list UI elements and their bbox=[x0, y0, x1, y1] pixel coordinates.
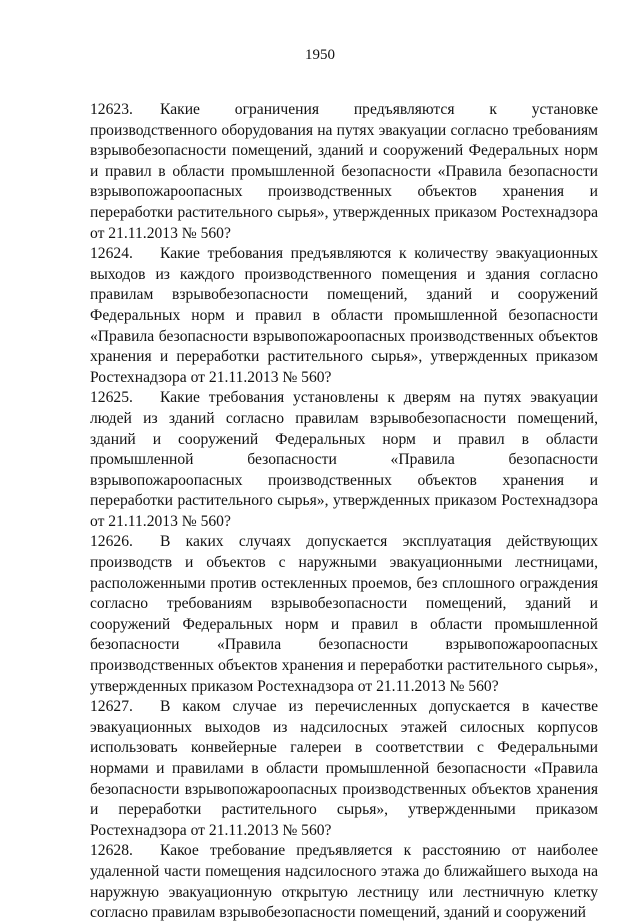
question-12626 bbox=[90, 532, 598, 697]
document-body bbox=[90, 100, 598, 924]
question-12625 bbox=[90, 388, 598, 532]
question-text: Какие требования установлены к дверям на путях эвакуации людей из зданий согласно правилам взрывобезопасности помещений, зданий и сооружений Федеральных норм и правил в области промышленной безопасности «Правила безопасности взрывопожароопасных производственных объектов хранения и переработки растительного сырья», утвержденных приказом Ростехнадзора от 21.11.2013 № 560? bbox=[90, 389, 598, 530]
question-12628 bbox=[90, 841, 598, 923]
question-12623 bbox=[90, 100, 598, 244]
question-number: 12625. bbox=[90, 389, 133, 407]
question-number: 12624. bbox=[90, 245, 133, 263]
question-text: Какое требование предъявляется к расстоянию от наиболее удаленной части помещения надсилосного этажа до ближайшего выхода на наружную эвакуационную открытую лестницу или лестничную клетку согласно правилам взрывобезопасности помещений, зданий и сооружений bbox=[90, 842, 598, 922]
page-number: 1950 bbox=[305, 47, 335, 63]
question-text: Какие ограничения предъявляются к установке производственного оборудования на путях эвакуации согласно требованиям взрывобезопасности помещений, зданий и сооружений Федеральных норм и правил в области промышленной безопасности «Правила безопасности взрывопожароопасных производственных объектов хранения и переработки растительного сырья», утвержденных приказом Ростехнадзора от 21.11.2013 № 560? bbox=[90, 101, 598, 242]
question-text: В каком случае из перечисленных допускается в качестве эвакуационных выходов из надсилосных этажей силосных корпусов использовать конвейерные галереи в соответствии с Федеральными нормами и правилами в области промышленной безопасности «Правила безопасности взрывопожароопасных производственных объектов хранения и переработки растительного сырья», утвержденными приказом Ростехнадзора от 21.11.2013 № 560? bbox=[90, 698, 598, 839]
question-number: 12628. bbox=[90, 842, 133, 860]
question-text: Какие требования предъявляются к количеству эвакуационных выходов из каждого производственного помещения и здания согласно правилам взрывобезопасности помещений, зданий и сооружений Федеральных норм и правил в области промышленной безопасности «Правила безопасности взрывопожароопасных производственных объектов хранения и переработки растительного сырья», утвержденных приказом Ростехнадзора от 21.11.2013 № 560? bbox=[90, 245, 598, 386]
question-text: В каких случаях допускается эксплуатация действующих производств и объектов с наружными эвакуационными лестницами, расположенными против остекленных проемов, без сплошного ограждения согласно требованиям взрывобезопасности помещений, зданий и сооружений Федеральных норм и правил в области промышленной безопасности «Правила безопасности взрывопожароопасных производственных объектов хранения и переработки растительного сырья», утвержденных приказом Ростехнадзора от 21.11.2013 № 560? bbox=[90, 533, 598, 695]
question-number: 12627. bbox=[90, 698, 133, 716]
question-number: 12626. bbox=[90, 533, 133, 551]
question-12624 bbox=[90, 244, 598, 388]
question-12627 bbox=[90, 697, 598, 841]
question-number: 12623. bbox=[90, 101, 133, 118]
